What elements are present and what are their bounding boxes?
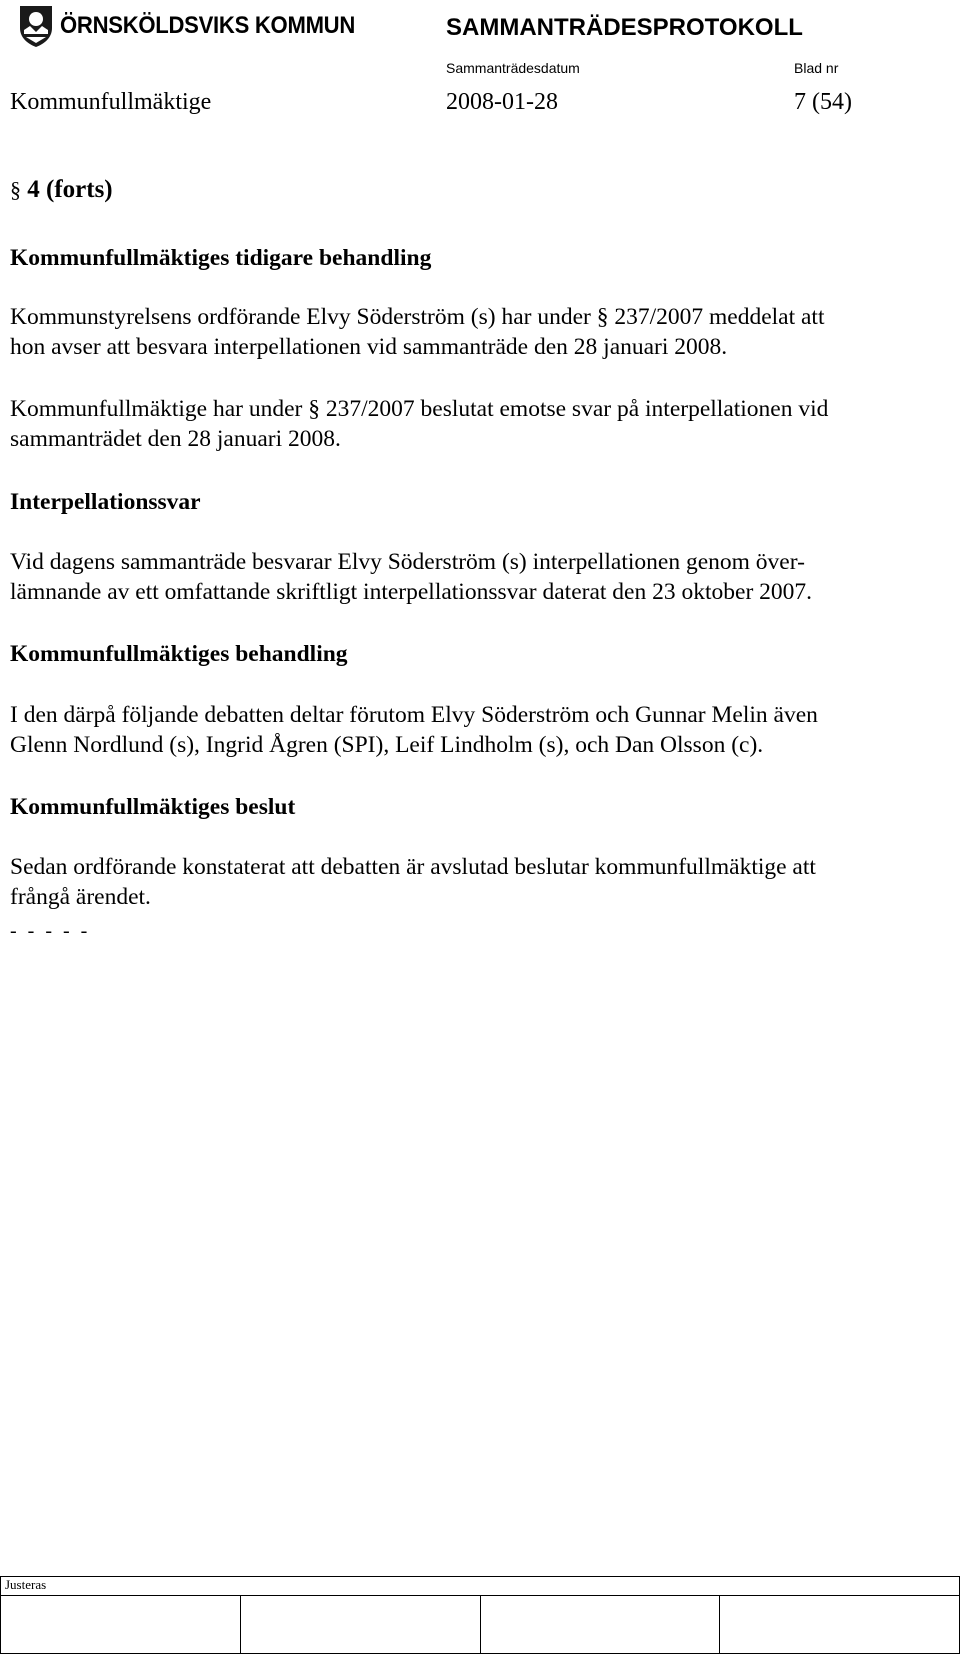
- signature-cell: [240, 1596, 480, 1654]
- page-number: 7 (54): [794, 89, 852, 115]
- signature-label: Justeras: [1, 1577, 960, 1596]
- heading-council-treatment: Kommunfullmäktiges behandling: [10, 641, 348, 667]
- body-name: Kommunfullmäktige: [10, 89, 212, 115]
- paragraph-sign: §: [10, 177, 21, 202]
- signature-cell: [1, 1596, 241, 1654]
- document-title: SAMMANTRÄDESPROTOKOLL: [446, 14, 803, 41]
- paragraph-line: I den därpå följande debatten deltar förutom Elvy Söderström och Gunnar Melin även: [10, 702, 818, 728]
- heading-interpellation-answer: Interpellationssvar: [10, 489, 201, 515]
- paragraph-line: lämnande av ett omfattande skriftligt interpellationssvar daterat den 23 oktober 2007.: [10, 579, 813, 605]
- paragraph-line: Kommunstyrelsens ordförande Elvy Söderström (s) har under § 237/2007 meddelat att: [10, 304, 825, 330]
- signature-cell: [480, 1596, 720, 1654]
- coat-of-arms-icon: [18, 4, 54, 48]
- section-heading: [10, 175, 113, 205]
- logo-text: ÖRNSKÖLDSVIKS KOMMUN: [60, 12, 356, 39]
- paragraph-line: Vid dagens sammanträde besvarar Elvy Söderström (s) interpellationen genom över-: [10, 549, 805, 575]
- meeting-date: 2008-01-28: [446, 89, 558, 115]
- municipality-logo: [18, 4, 381, 48]
- paragraph-line: hon avser att besvara interpellationen vid sammanträde den 28 januari 2008.: [10, 334, 728, 360]
- paragraph-line: Sedan ordförande konstaterat att debatten är avslutad beslutar kommunfullmäktige att: [10, 854, 816, 880]
- page-label: Blad nr: [794, 60, 839, 76]
- paragraph-line: Glenn Nordlund (s), Ingrid Ågren (SPI), Leif Lindholm (s), och Dan Olsson (c).: [10, 732, 764, 758]
- paragraph-line: Kommunfullmäktige har under § 237/2007 beslutat emotse svar på interpellationen vid: [10, 396, 829, 422]
- date-label: Sammanträdesdatum: [446, 60, 580, 76]
- paragraph-line: sammanträdet den 28 januari 2008.: [10, 426, 341, 452]
- signature-cell: [720, 1596, 960, 1654]
- heading-council-decision: Kommunfullmäktiges beslut: [10, 794, 296, 820]
- heading-previous-treatment: Kommunfullmäktiges tidigare behandling: [10, 245, 432, 271]
- signature-table: [0, 1576, 960, 1654]
- section-title: 4 (forts): [27, 176, 113, 203]
- end-dashes: - - - - -: [10, 920, 91, 942]
- paragraph-line: frångå ärendet.: [10, 884, 151, 910]
